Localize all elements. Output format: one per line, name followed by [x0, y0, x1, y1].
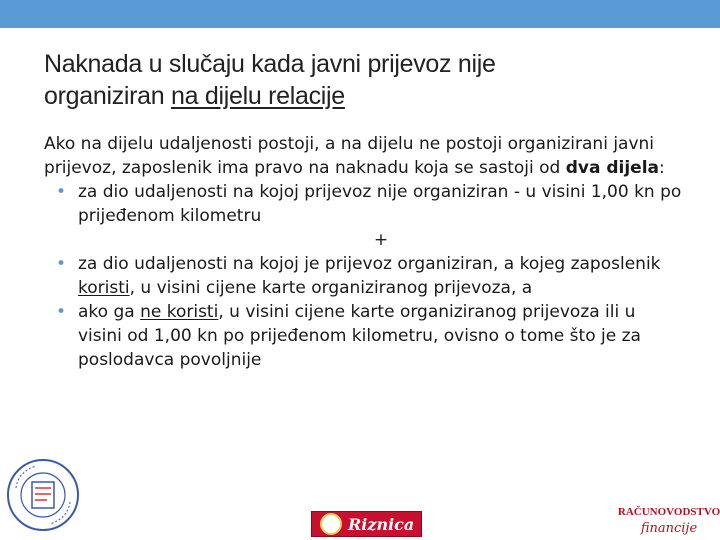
- bullet-2-pre: za dio udaljenosti na kojoj je prijevoz organiziran, a kojeg zaposlenik: [78, 254, 661, 274]
- bullet-2-post: , u visini cijene karte organiziranog prijevoza, a: [129, 278, 533, 298]
- racunovodstvo-logo-line-2: financije: [640, 521, 698, 536]
- slide-body: [44, 132, 684, 372]
- association-seal-logo: [6, 458, 80, 532]
- bullet-2-underlined: koristi: [78, 278, 130, 298]
- bullet-item-1: [44, 180, 684, 228]
- bullet-dot-icon: •: [56, 254, 67, 274]
- title-line-1: Naknada u slučaju kada javni prijevoz nije: [44, 50, 496, 78]
- bullet-item-2: [44, 252, 684, 300]
- bullet-1-text: za dio udaljenosti na kojoj prijevoz nije organiziran - u visini 1,00 kn po prijeđenom kilometru: [78, 182, 682, 226]
- bullet-item-3: [44, 300, 684, 372]
- bullet-dot-icon: •: [56, 182, 67, 202]
- title-line-2-plain: organiziran: [44, 82, 172, 110]
- bullet-3-post: , u visini cijene karte organiziranog prijevoza ili u visini od 1,00 kn po prijeđenom kilometru, ovisno o tome što je za poslodavca povoljnije: [78, 302, 641, 370]
- racunovodstvo-financije-logo: [617, 498, 720, 538]
- riznica-emblem-icon: [320, 513, 342, 535]
- intro-paragraph: [44, 132, 684, 180]
- title-line-2: [44, 80, 684, 112]
- intro-bold: dva dijela: [565, 158, 660, 178]
- bullet-3-pre: ako ga: [78, 302, 141, 322]
- bullet-dot-icon: •: [56, 302, 67, 322]
- slide-title: [44, 48, 684, 112]
- top-accent-bar: [0, 0, 720, 28]
- plus-sign: +: [373, 230, 389, 250]
- bullet-3-underlined: ne koristi: [140, 302, 219, 322]
- riznica-logo-text: Riznica: [348, 514, 415, 534]
- intro-tail: :: [659, 158, 665, 178]
- riznica-logo: [311, 511, 422, 537]
- racunovodstvo-logo-line-1: RAČUNOVODSTVO: [617, 506, 720, 518]
- intro-text: Ako na dijelu udaljenosti postoji, a na dijelu ne postoji organizirani javni prijevoz, zaposlenik ima pravo na naknadu koja se sastoji od: [44, 134, 655, 178]
- title-line-2-underlined: na dijelu relacije: [171, 82, 345, 110]
